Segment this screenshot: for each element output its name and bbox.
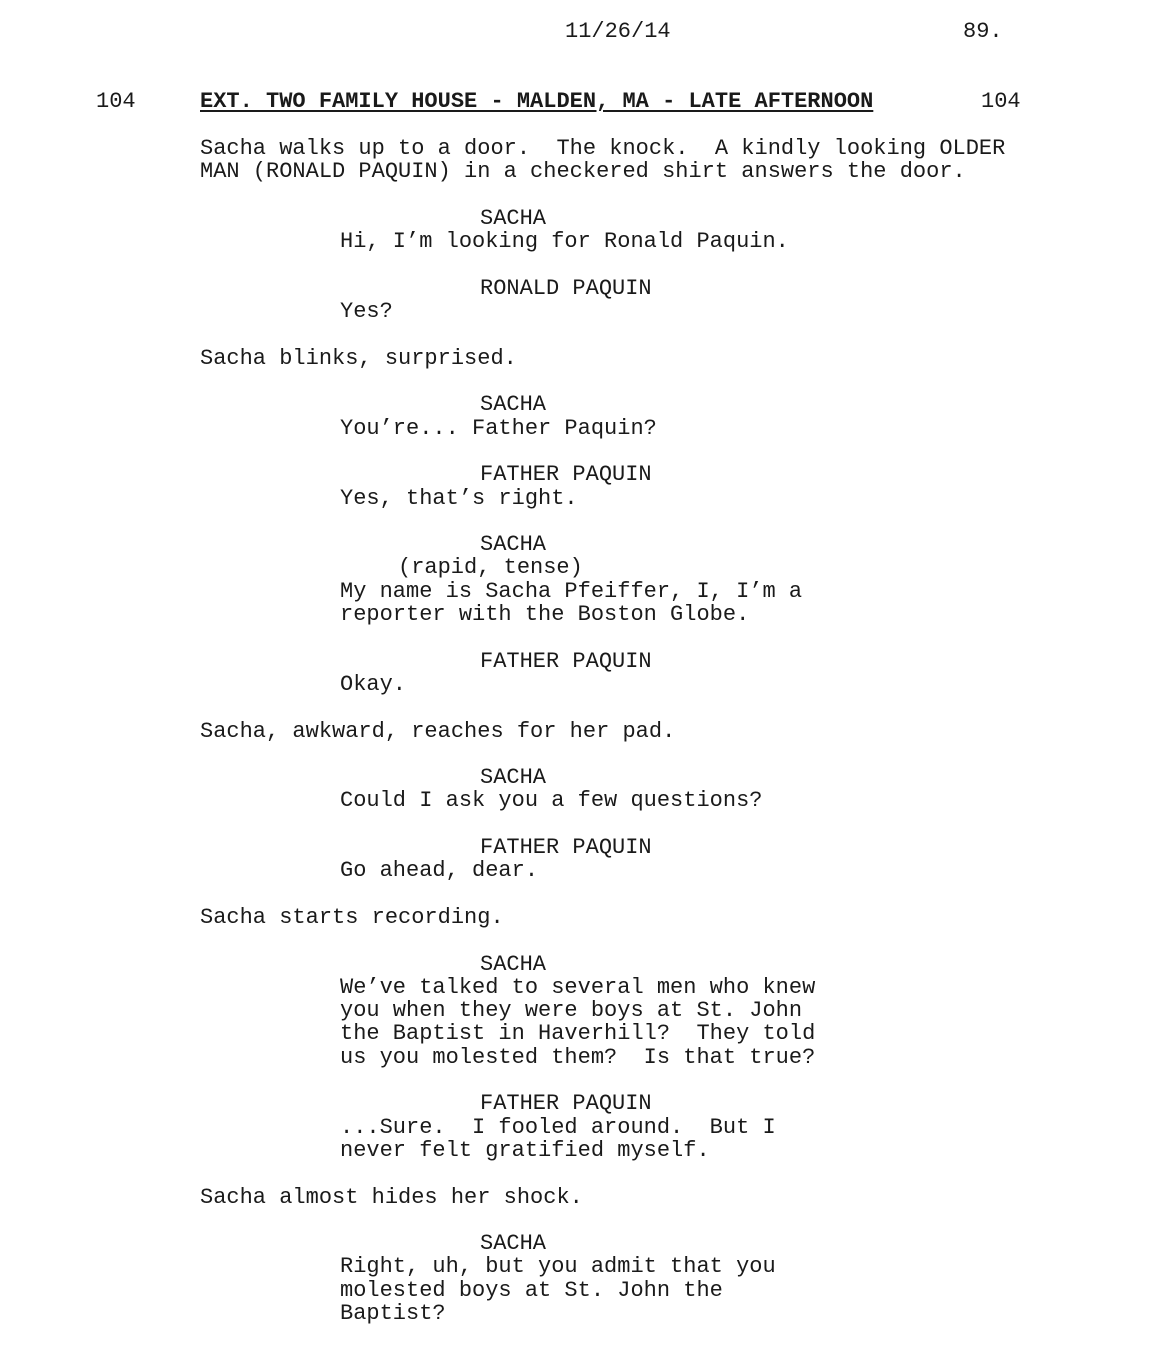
dialogue-line: us you molested them? Is that true? [340, 1044, 816, 1070]
dialogue-line: Right, uh, but you admit that you [340, 1254, 776, 1280]
character-line: FATHER PAQUIN [480, 648, 652, 674]
page-number: 89. [963, 19, 1003, 44]
character-block [480, 1092, 652, 1115]
dialogue-block [340, 230, 789, 253]
dialogue-line: You’re... Father Paquin? [340, 415, 657, 441]
dialogue-block [340, 1116, 776, 1163]
dialogue-line: Go ahead, dear. [340, 858, 539, 884]
dialogue-block [340, 1255, 776, 1325]
dialogue-line: We’ve talked to several men who knew [340, 974, 816, 1000]
action-line: Sacha blinks, surprised. [200, 345, 517, 371]
character-block [480, 463, 652, 486]
character-line: SACHA [480, 532, 547, 558]
action-block [200, 720, 675, 743]
character-block [480, 650, 652, 673]
dialogue-block [340, 976, 815, 1069]
character-line: SACHA [480, 765, 547, 791]
action-line: Sacha almost hides her shock. [200, 1184, 583, 1210]
character-block [480, 1232, 546, 1255]
dialogue-block [340, 417, 657, 440]
character-block [480, 393, 546, 416]
action-line: Sacha starts recording. [200, 904, 504, 930]
dialogue-block [340, 859, 538, 882]
scene-heading: EXT. TWO FAMILY HOUSE - MALDEN, MA - LATE AFTERNOON [200, 89, 874, 114]
character-line: SACHA [480, 392, 547, 418]
action-block [200, 1186, 583, 1209]
action-line: Sacha walks up to a door. The knock. A kindly looking OLDER [200, 136, 1006, 161]
dialogue-line: Yes, that’s right. [340, 485, 578, 511]
action-block [200, 906, 504, 929]
character-line: FATHER PAQUIN [480, 1091, 652, 1117]
character-block [480, 277, 652, 300]
character-block [480, 207, 546, 230]
character-line: SACHA [480, 1231, 547, 1257]
dialogue-line: never felt gratified myself. [340, 1137, 710, 1163]
dialogue-line: reporter with the Boston Globe. [340, 601, 750, 627]
action-block [200, 137, 1005, 184]
action-block [200, 347, 517, 370]
character-line: SACHA [480, 951, 547, 977]
dialogue-block [340, 300, 393, 323]
character-line: SACHA [480, 205, 547, 231]
scene-number-right: 104 [981, 89, 1021, 114]
action-line: MAN (RONALD PAQUIN) in a checkered shirt answers the door. [200, 159, 966, 185]
dialogue-line: the Baptist in Haverhill? They told [340, 1021, 816, 1047]
dialogue-line: Baptist? [340, 1300, 446, 1326]
character-block [480, 953, 546, 976]
dialogue-block [340, 789, 762, 812]
dialogue-block [340, 487, 578, 510]
dialogue-line: you when they were boys at St. John [340, 998, 803, 1024]
dialogue-line: Okay. [340, 671, 407, 697]
character-line: FATHER PAQUIN [480, 835, 652, 860]
dialogue-line: molested boys at St. John the [340, 1277, 723, 1303]
character-line: FATHER PAQUIN [480, 462, 652, 488]
character-block [480, 836, 652, 859]
parenthetical-line: (rapid, tense) [398, 555, 583, 581]
dialogue-line: Could I ask you a few questions? [340, 788, 763, 814]
dialogue-line: Yes? [340, 299, 393, 325]
character-line: RONALD PAQUIN [480, 275, 652, 301]
page-date: 11/26/14 [565, 19, 671, 44]
scene-number-left: 104 [96, 89, 136, 114]
dialogue-line: ...Sure. I fooled around. But I [340, 1114, 776, 1140]
character-block [480, 766, 546, 789]
parenthetical-block [398, 556, 583, 579]
dialogue-block [340, 673, 406, 696]
action-line: Sacha, awkward, reaches for her pad. [200, 718, 676, 744]
dialogue-line: My name is Sacha Pfeiffer, I, I’m a [340, 578, 803, 604]
dialogue-line: Hi, I’m looking for Ronald Paquin. [340, 229, 789, 255]
character-block [480, 533, 546, 556]
dialogue-block [340, 580, 802, 627]
